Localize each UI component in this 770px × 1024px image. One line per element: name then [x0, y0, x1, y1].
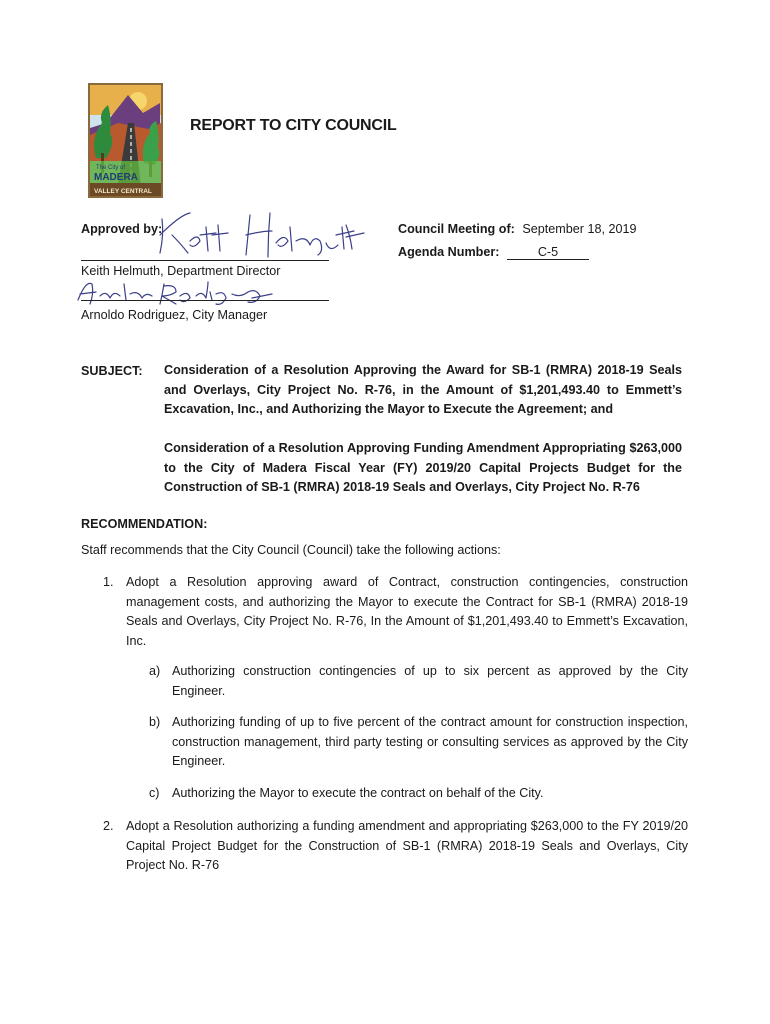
- council-meeting-row: [398, 222, 636, 236]
- signer-1-name: Keith Helmuth, Department Director: [81, 264, 281, 278]
- subitem-c-text: Authorizing the Mayor to execute the contract on behalf of the City.: [172, 786, 544, 800]
- recommendation-heading: RECOMMENDATION:: [81, 517, 208, 531]
- signer-2-name: Arnoldo Rodriguez, City Manager: [81, 308, 268, 322]
- agenda-number-label: Agenda Number:: [398, 245, 500, 259]
- city-of-madera-logo: [88, 83, 163, 198]
- recommendation-intro: Staff recommends that the City Council (Council) take the following actions:: [81, 543, 501, 557]
- logo-text-3: VALLEY CENTRAL: [94, 188, 152, 195]
- signature-line-1: [81, 260, 329, 261]
- approved-by-label: Approved by:: [81, 222, 163, 236]
- council-meeting-date: September 18, 2019: [522, 222, 637, 236]
- signature-keith-helmuth: [150, 205, 370, 263]
- subject-paragraph-2: Consideration of a Resolution Approving Funding Amendment Appropriating $263,000 to the City of Madera Fiscal Year (FY) 2019/20 Capital Projects Budget for the Construction of SB-1 (RMRA) 2018-19 Seals and Overlays, City Project No. R-76: [164, 441, 682, 494]
- subitem-b-letter: b): [149, 715, 161, 729]
- subject-label: SUBJECT:: [81, 364, 143, 378]
- item-1-number: 1.: [103, 575, 114, 589]
- item-2-text: Adopt a Resolution authorizing a funding amendment and appropriating $263,000 to the FY 2019/20 Capital Project Budget for the Construction of SB-1 (RMRA) 2018-19 Seals and Overlays, City Project No. R-76: [126, 819, 688, 872]
- signature-line-2: [81, 300, 329, 301]
- subject-paragraph-1: Consideration of a Resolution Approving the Award for SB-1 (RMRA) 2018-19 Seals and Overlays, City Project No. R-76, in the Amount of $1,201,493.40 to Emmett’s Excavation, Inc., and Authorizing the Mayor to Execute the Agreement; and: [164, 363, 682, 416]
- page-title: REPORT TO CITY COUNCIL: [190, 117, 397, 134]
- subitem-a-letter: a): [149, 664, 161, 678]
- subitem-a-text: Authorizing construction contingencies of up to six percent as approved by the City Engineer.: [172, 664, 688, 698]
- subitem-b-text: Authorizing funding of up to five percent of the contract amount for construction inspection, construction management, third party testing or consulting services as approved by the City Engineer.: [172, 715, 688, 768]
- subitem-c-letter: c): [149, 786, 160, 800]
- item-1-text: Adopt a Resolution approving award of Contract, construction contingencies, construction management costs, and authorizing the Mayor to execute the Contract for SB-1 (RMRA) 2018-19 Seals and Overlays, City Project No. R-76, In the Amount of $1,201,493.40 to Emmett’s Excavation, Inc.: [126, 575, 688, 648]
- logo-text-1: The City of: [96, 165, 126, 171]
- item-2-number: 2.: [103, 819, 114, 833]
- logo-text-2: MADERA: [94, 172, 138, 183]
- council-meeting-label: Council Meeting of:: [398, 222, 515, 236]
- signature-arnoldo-rodriguez: [72, 276, 282, 308]
- agenda-number-row: [398, 245, 589, 260]
- agenda-number-value: C-5: [507, 245, 589, 260]
